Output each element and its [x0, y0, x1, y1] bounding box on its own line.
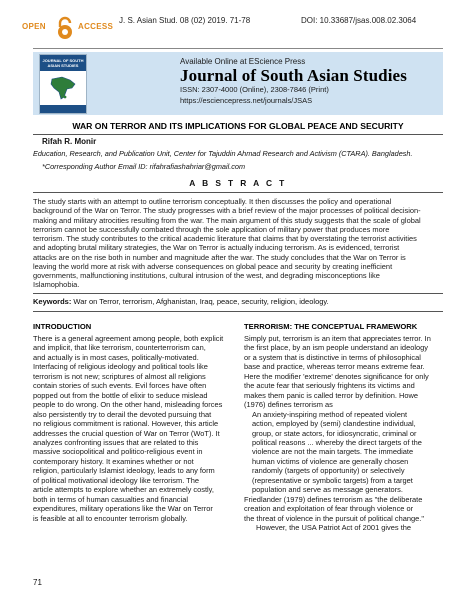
body-line: addresses the crucial question of War on Terror (WoT). It	[33, 428, 220, 438]
abstract-line: terrorism. The study contributes to the critical academic literature that claims that by overstating the terrorist activities	[33, 234, 417, 243]
abstract-body	[33, 197, 443, 290]
quote-line: (representative or symbolic targets) from a target	[252, 475, 413, 485]
body-line: creation and exploitation of fear through violence or	[244, 504, 414, 514]
cover-title: JOURNAL OF SOUTH ASIAN STUDIES	[42, 58, 84, 68]
quote-line: randomly (targets of opportunity) or selectively	[252, 466, 405, 476]
framework-heading: TERRORISM: THE CONCEPTUAL FRAMEWORK	[244, 322, 418, 331]
body-line: terrorism is not new; scriptures of almost all religions	[33, 371, 206, 381]
body-line: There is a general agreement among people, both explicit	[33, 334, 224, 343]
journal-issn: ISSN: 2307-4000 (Online), 2308-7846 (Print)	[180, 85, 329, 94]
cover-bottom-band	[40, 105, 86, 113]
body-line: both in terms of human casualties and financial	[33, 494, 189, 504]
body-line: also persistently try to derail the devoted pursuing that	[33, 409, 212, 419]
author-affiliation: Education, Research, and Publication Unit, Center for Tajuddin Ahmad Research and Activism (CTARA). Bangladesh.	[33, 149, 413, 158]
body-line: base and practice, whereas terror means extreme fear.	[244, 362, 425, 372]
body-line: or a system that is distinctive in terms of philosophical	[244, 352, 421, 362]
body-line: is feasible at all to encounter terrorism globally.	[33, 513, 188, 523]
open-lock-icon	[54, 16, 76, 40]
title-divider	[33, 134, 443, 135]
quote-line: political reasons ... whereby the direct targets of the	[252, 437, 422, 447]
page-number: 71	[33, 578, 42, 587]
logo-access-text: ACCESS	[78, 22, 114, 31]
keywords-list: War on Terror, terrorism, Afghanistan, Iraq, peace, security, religion, ideology.	[71, 297, 329, 306]
keywords-bottom-divider	[33, 311, 443, 312]
quote-line: group, or state actors, for idiosyncratic, criminal or	[252, 428, 417, 438]
body-line: popped out from the bottle of elixir to seduce mislead	[33, 390, 208, 400]
body-line: contain stories of such events. Evil forces have often	[33, 381, 207, 391]
abstract-line: attacks are on the rise both in number and magnitude after the war. The study concludes that the War on Terror is	[33, 252, 406, 262]
publisher-availability: Available Online at EScience Press	[180, 57, 306, 66]
abstract-divider	[33, 192, 443, 193]
body-line: and implicit, that like terrorism, counterterrorism can,	[33, 343, 206, 353]
abstract-line: Islamophobia.	[33, 280, 80, 290]
abstract-line: The study starts with an attempt to outline terrorism conceptually. It then discusses the policy and operational	[33, 197, 392, 206]
body-line: contemporary history. It examines whether or not	[33, 456, 194, 466]
body-line: and actually is in most cases, politically-motivated.	[33, 352, 199, 362]
body-line: religion, particularly Islamist ideology, leads to any form	[33, 466, 215, 476]
corresponding-author: *Corresponding Author Email ID: rifahrafiashahriar@gmail.com	[42, 162, 246, 171]
quote-line: violence are not the main targets. The immediate	[252, 447, 414, 457]
introduction-column	[33, 322, 229, 523]
open-access-logo	[22, 12, 118, 42]
body-line: people to do wrong. On the other hand, misleading forces	[33, 400, 223, 410]
framework-column	[244, 322, 440, 533]
body-line: Friedlander (1979) defines terrorism as "the deliberate	[244, 494, 423, 504]
abstract-line: leaving the world more at risk with adverse consequences on global peace and security by creating inefficient	[33, 261, 393, 271]
journal-citation: J. S. Asian Stud. 08 (02) 2019. 71-78	[119, 16, 251, 25]
abstract-heading: A B S T R A C T	[189, 178, 287, 188]
body-line: However, the USA Patriot Act of 2001 gives the	[256, 523, 412, 533]
body-line: Simply put, terrorism is an item that appreciates terror. In	[244, 334, 431, 343]
journal-cover-thumbnail	[39, 54, 87, 114]
body-line: the threat of violence in the pursuit of political change."	[244, 513, 425, 523]
body-line: of political motivational ideology like terrorism. The	[33, 475, 200, 485]
quote-line: action, employed by (semi) clandestine individual,	[252, 419, 416, 429]
body-line: no religious commitment is rational. However, this article	[33, 419, 219, 429]
body-line: (1976) defines terrorism as	[244, 400, 333, 410]
body-line: makes them panic is called terror by definition. Howe	[244, 390, 419, 400]
journal-title: Journal of South Asian Studies	[180, 66, 407, 85]
abstract-line: terrorism cannot be successfully combated through the sole application of military power that produces more	[33, 224, 390, 234]
logo-open-text: OPEN	[22, 22, 46, 31]
keywords-top-divider	[33, 293, 443, 294]
body-line: the first place, by an ism people understand an ideology	[244, 343, 428, 353]
body-line: article attempts to explore whether an extremely costly,	[33, 485, 214, 495]
keywords-label: Keywords:	[33, 297, 72, 306]
doi-link[interactable]: DOI: 10.33687/jsas.008.02.3064	[301, 16, 417, 25]
introduction-heading: INTRODUCTION	[33, 322, 92, 331]
body-line: Here the modifier 'extreme' denotes significance for only	[244, 371, 429, 381]
abstract-line: background of the War on Terror. The study progresses with a brief review of the major processes of political decision-	[33, 206, 421, 216]
body-line: expenditures, military operations like the War on Terror	[33, 504, 213, 514]
abstract-line: making and military atrocities resulting from the war. The main argument of this study suggests that the scale of global	[33, 215, 421, 225]
abstract-line: and adopting brutal military strategies, the War on Terror is actually inducing terrorism. As is evidenced, terrorist	[33, 243, 400, 253]
author-name: Rifah R. Monir	[42, 137, 97, 146]
south-asia-map-icon	[48, 75, 78, 101]
body-line: the acute fear that seriously frightens its victims and	[244, 381, 415, 391]
quote-line: population and serve as message generators.	[252, 485, 403, 495]
abstract-line: governments, malfunctioning institutions, cultural intrusion of the west, and degrading misconceptions like	[33, 271, 380, 280]
quote-line: An anxiety-inspiring method of repeated violent	[252, 409, 408, 419]
journal-url[interactable]: https://esciencepress.net/journals/JSAS	[180, 96, 313, 105]
article-title: WAR ON TERROR AND ITS IMPLICATIONS FOR GLOBAL PEACE AND SECURITY	[72, 121, 404, 131]
keywords	[33, 297, 329, 306]
body-line: analyzes confronting issues that are related to this	[33, 437, 199, 447]
body-line: massive sociopolitical and politico-religious event in	[33, 447, 203, 457]
body-line: Interfacing of religious ideology and political tools like	[33, 362, 208, 372]
header-divider	[33, 48, 443, 49]
quote-line: human victims of violence are generally chosen	[252, 456, 409, 466]
